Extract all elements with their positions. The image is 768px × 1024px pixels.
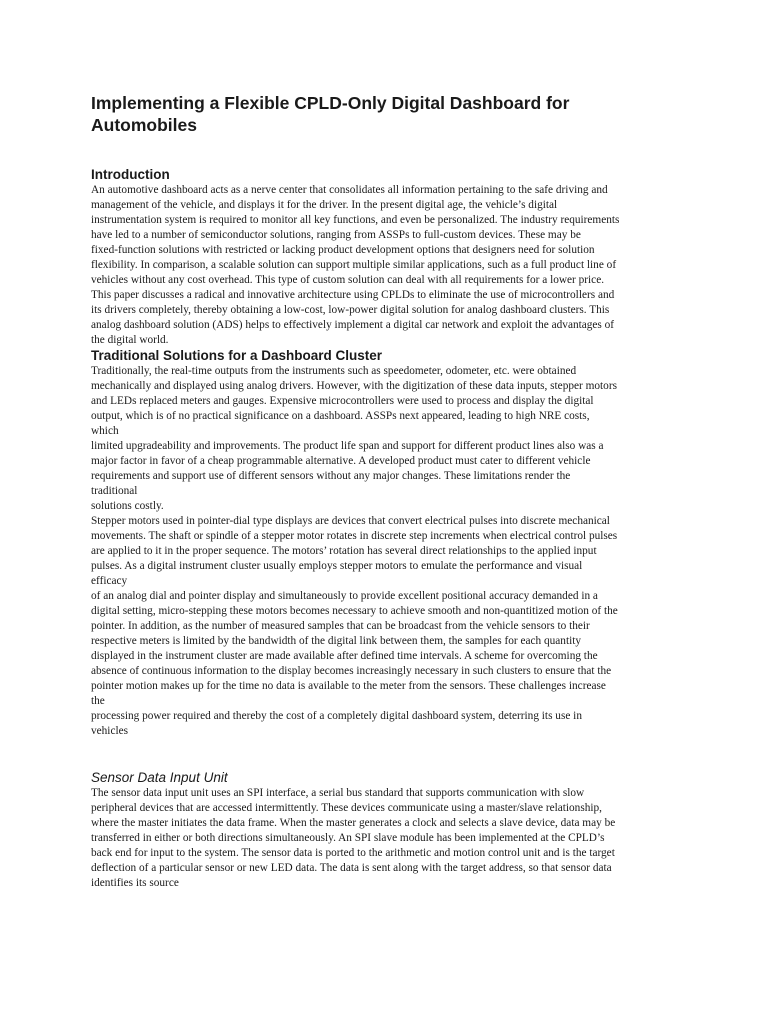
document-title	[91, 92, 711, 136]
text-line: analog dashboard solution (ADS) helps to effectively implement a digital car network and exploit the advantages of	[91, 319, 615, 331]
text-line: pointer. In addition, as the number of measured samples that can be broadcast from the vehicle sensors to their	[91, 620, 590, 632]
text-line: Stepper motors used in pointer-dial type displays are devices that convert electrical pulses into discrete mechanical	[91, 515, 610, 527]
text-line: have led to a number of semiconductor solutions, ranging from ASSPs to full-custom devices. These may be	[91, 229, 581, 241]
text-line: peripheral devices that are accessed intermittently. These devices communicate using a master/slave relationship,	[91, 802, 602, 814]
text-line: fixed-function solutions with restricted or lacking product development options that designers need for solution	[91, 244, 595, 256]
text-line: limited upgradeability and improvements. The product life span and support for different product lines also was a	[91, 440, 604, 452]
text-line: the	[91, 695, 105, 707]
traditional-solutions-body	[91, 364, 681, 739]
text-line: and LEDs replaced meters and gauges. Expensive microcontrollers were used to process and display the digital	[91, 395, 594, 407]
text-line: traditional	[91, 485, 138, 497]
text-line: digital setting, micro-stepping these motors becomes necessary to achieve smooth and non-quantitized motion of the	[91, 605, 618, 617]
text-line: pulses. As a digital instrument cluster usually employs stepper motors to emulate the performance and visual	[91, 560, 583, 572]
text-line: instrumentation system is required to monitor all key functions, and even be personalized. The industry requirements	[91, 214, 620, 226]
text-line: where the master initiates the data frame. When the master generates a clock and selects a slave device, data may be	[91, 817, 616, 829]
text-line: absence of continuous information to the display becomes increasingly necessary in such clusters to ensure that the	[91, 665, 612, 677]
traditional-solutions-heading: Traditional Solutions for a Dashboard Cluster	[91, 348, 383, 363]
text-line: which	[91, 425, 119, 437]
text-line: transferred in either or both directions simultaneously. An SPI slave module has been implemented at the CPLD’s	[91, 832, 605, 844]
text-line: of an analog dial and pointer display and simultaneously to provide excellent positional accuracy demanded in a	[91, 590, 598, 602]
text-line: requirements and support use of different sensors without any major changes. These limitations render the	[91, 470, 571, 482]
text-line: displayed in the instrument cluster are made available after defined time intervals. A scheme for overcoming the	[91, 650, 598, 662]
text-line: are applied to it in the proper sequence. The motors’ rotation has several direct relationships to the applied input	[91, 545, 597, 557]
introduction-heading: Introduction	[91, 167, 170, 182]
text-line: back end for input to the system. The sensor data is ported to the arithmetic and motion control unit and is the target	[91, 847, 615, 859]
text-line: output, which is of no practical significance on a dashboard. ASSPs next appeared, leading to high NRE costs,	[91, 410, 590, 422]
text-line: vehicles without any cost overhead. This type of custom solution can deal with all requirements for a lower price.	[91, 274, 605, 286]
introduction-body	[91, 183, 681, 348]
sensor-data-input-unit-heading: Sensor Data Input Unit	[91, 770, 228, 785]
title-line-2: Automobiles	[91, 115, 197, 135]
sensor-data-input-unit-body	[91, 786, 681, 891]
text-line: major factor in favor of a cheap programmable alternative. A developed product must cater to different vehicle	[91, 455, 591, 467]
text-line: respective meters is limited by the bandwidth of the digital link between them, the samples for each quantity	[91, 635, 582, 647]
text-line: An automotive dashboard acts as a nerve center that consolidates all information pertaining to the safe driving and	[91, 184, 608, 196]
text-line: the digital world.	[91, 334, 169, 346]
text-line: its drivers completely, thereby obtaining a low-cost, low-power digital solution for analog dashboard clusters. This	[91, 304, 610, 316]
title-line-1: Implementing a Flexible CPLD-Only Digital Dashboard for	[91, 93, 570, 113]
text-line: mechanically and displayed using analog drivers. However, with the digitization of these data inputs, stepper motors	[91, 380, 617, 392]
text-line: This paper discusses a radical and innovative architecture using CPLDs to eliminate the use of microcontrollers and	[91, 289, 615, 301]
text-line: solutions costly.	[91, 500, 164, 512]
text-line: processing power required and thereby the cost of a completely digital dashboard system, deterring its use in	[91, 710, 582, 722]
text-line: The sensor data input unit uses an SPI interface, a serial bus standard that supports communication with slow	[91, 787, 585, 799]
text-line: management of the vehicle, and displays it for the driver. In the present digital age, the vehicle’s digital	[91, 199, 558, 211]
text-line: efficacy	[91, 575, 128, 587]
text-line: flexibility. In comparison, a scalable solution can support multiple similar applications, such as a full product line of	[91, 259, 617, 271]
text-line: vehicles	[91, 725, 129, 737]
text-line: Traditionally, the real-time outputs from the instruments such as speedometer, odometer, etc. were obtained	[91, 365, 577, 377]
text-line: deflection of a particular sensor or new LED data. The data is sent along with the target address, so that sensor data	[91, 862, 612, 874]
text-line: movements. The shaft or spindle of a stepper motor rotates in discrete step increments when electrical control pulses	[91, 530, 618, 542]
text-line: identifies its source	[91, 877, 179, 889]
text-line: pointer motion makes up for the time no data is available to the meter from the sensors. These challenges increase	[91, 680, 606, 692]
